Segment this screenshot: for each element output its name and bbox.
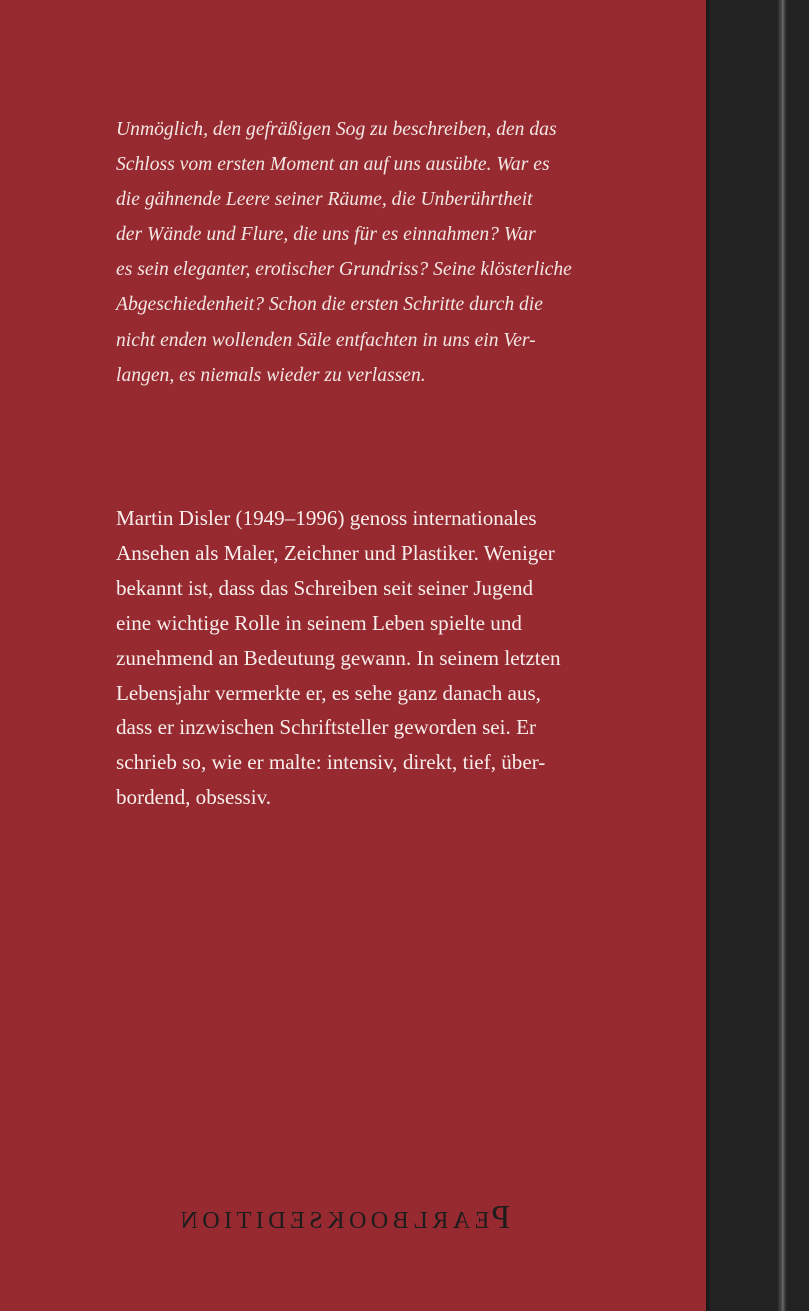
publisher-logo	[176, 1199, 528, 1236]
publisher-initial: P	[489, 1199, 511, 1236]
spine-edge	[706, 0, 709, 1311]
quote-text: Unmöglich, den gefräßigen Sog zu beschreiben, den das Schloss vom ersten Moment an auf uns ausübte. War es die gähnende Leere seiner Räume, die Unberührtheit der Wände und Flure, die uns für es einnahmen? War es sein eleganter, erotischer Grundriss? Seine klösterliche Abgeschiedenheit? Schon die ersten Schritte durch die nicht enden wollenden Säle entfachten in uns ein Ver- langen, es niemals wieder zu verlassen.	[116, 119, 572, 386]
publisher-name-rest: EARLBOOKSEDITION	[176, 1208, 490, 1234]
spine-highlight	[777, 0, 787, 1311]
author-bio: Martin Disler (1949–1996) genoss internationales Ansehen als Maler, Zeichner und Plastiker. Weniger bekannt ist, dass das Schreiben seit seiner Jugend eine wichtige Rolle in seinem Leben spielte und zunehmend an Bedeutung gewann. In seinem letzten Lebensjahr vermerkte er, es sehe ganz danach aus, dass er inzwischen Schriftsteller geworden sei. Er schrieb so, wie er malte: intensiv, direkt, tief, über- bordend, obsessiv.	[116, 506, 561, 810]
book-spine	[706, 0, 809, 1311]
